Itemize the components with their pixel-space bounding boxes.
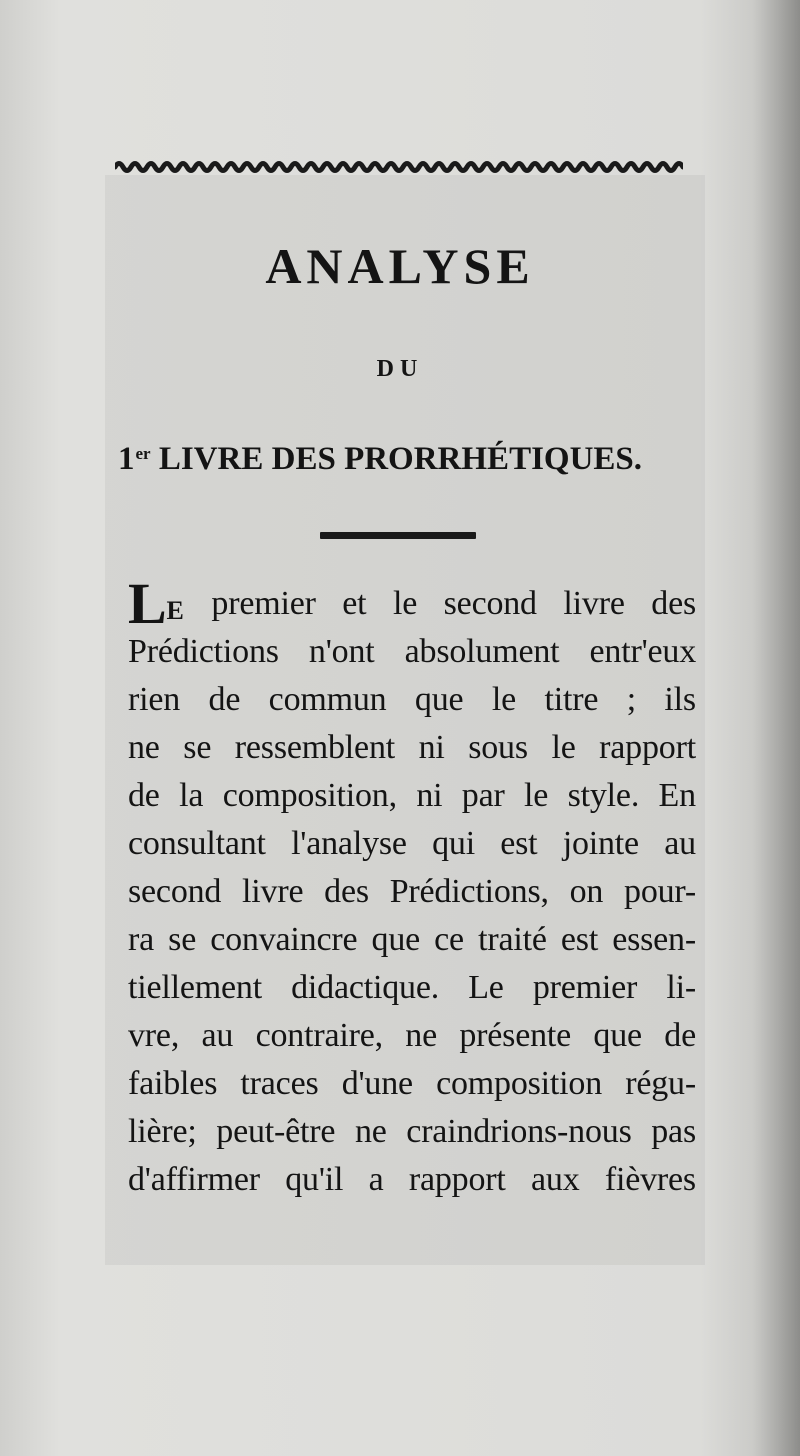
word: second	[128, 873, 222, 910]
word: et	[342, 585, 367, 622]
word: qui	[432, 825, 475, 862]
page-subtitle	[118, 432, 718, 481]
word: livre	[563, 585, 625, 622]
text-line	[128, 628, 696, 676]
word: faibles	[128, 1065, 218, 1102]
page-title: ANALYSE	[265, 238, 535, 294]
word: livre	[242, 873, 304, 910]
word: lière;	[128, 1113, 197, 1150]
text-line	[128, 916, 696, 964]
drop-cap: L	[128, 571, 167, 636]
word: craindrions-nous	[406, 1113, 632, 1150]
word: vre,	[128, 1017, 180, 1054]
drop-cap-rest: E	[166, 596, 185, 625]
word: essen-	[612, 921, 696, 958]
word: fièvres	[604, 1161, 696, 1198]
word: jointe	[562, 825, 639, 862]
binding-shadow	[752, 0, 800, 1456]
word: ni	[418, 729, 445, 766]
word: premier	[211, 585, 316, 622]
word: ne	[128, 729, 160, 766]
word: titre	[544, 681, 599, 718]
word: n'ont	[308, 633, 375, 670]
text-line	[128, 571, 696, 636]
word: traité	[478, 921, 547, 958]
word: peut-être	[216, 1113, 336, 1150]
word: commun	[268, 681, 387, 718]
word: second	[443, 585, 537, 622]
word: tiellement	[128, 969, 262, 1006]
text-line	[128, 1108, 696, 1156]
text-line	[128, 1012, 696, 1060]
word: style.	[567, 777, 640, 814]
word: composition,	[222, 777, 397, 814]
word: rapport	[408, 1161, 506, 1198]
word: Le	[468, 969, 504, 1006]
word: En	[658, 777, 696, 814]
word: traces	[240, 1065, 319, 1102]
text-line	[128, 1156, 696, 1204]
horizontal-rule-icon	[320, 532, 476, 539]
word: rien	[128, 681, 181, 718]
word: le	[524, 777, 549, 814]
word: ne	[354, 1113, 387, 1150]
word: que	[593, 1017, 642, 1054]
word: le	[551, 729, 576, 766]
word: premier	[532, 969, 638, 1006]
word: aux	[531, 1161, 580, 1198]
subtitle-text: LIVRE DES PRORRHÉTIQUES.	[158, 441, 643, 477]
word: ressemblent	[234, 729, 395, 766]
word: a	[368, 1161, 384, 1198]
word: ra	[128, 921, 155, 958]
word: de	[664, 1017, 696, 1054]
word: absolument	[404, 633, 560, 670]
text-line	[128, 772, 696, 820]
word: se	[183, 729, 212, 766]
word: ni	[416, 777, 443, 814]
title-connector: DU	[376, 356, 424, 382]
word: présente	[459, 1017, 572, 1054]
word: le	[491, 681, 517, 718]
word: d'affirmer	[128, 1161, 260, 1198]
word: d'une	[341, 1065, 413, 1102]
word: contraire,	[255, 1017, 383, 1054]
word: sous	[468, 729, 528, 766]
word: des	[651, 585, 696, 622]
word: par	[461, 777, 505, 814]
word: que	[371, 921, 421, 958]
subtitle-number: 1	[118, 441, 135, 477]
text-line	[128, 964, 696, 1012]
word: Prédictions	[128, 633, 279, 670]
word: entr'eux	[589, 633, 696, 670]
word: ne	[405, 1017, 437, 1054]
word: pour-	[624, 873, 696, 910]
word: consultant	[128, 825, 266, 862]
word: l'analyse	[291, 825, 407, 862]
word: au	[201, 1017, 234, 1054]
text-line	[128, 1060, 696, 1108]
word: composition	[436, 1065, 603, 1102]
word: Prédictions,	[389, 873, 549, 910]
word: se	[168, 921, 197, 958]
word: est	[500, 825, 538, 862]
word: au	[664, 825, 696, 862]
text-line	[128, 820, 696, 868]
drop-cap-word	[128, 571, 185, 636]
word: li-	[666, 969, 696, 1006]
word: didactique.	[291, 969, 440, 1006]
word: régu-	[625, 1065, 696, 1102]
word: la	[179, 777, 204, 814]
body-paragraph	[128, 571, 696, 1204]
word: de	[128, 777, 160, 814]
word: qu'il	[285, 1161, 344, 1198]
word: des	[324, 873, 369, 910]
word: est	[560, 921, 599, 958]
word: que	[414, 681, 464, 718]
ornamental-band-icon	[115, 158, 683, 176]
word: ;	[626, 681, 636, 718]
text-line	[128, 676, 696, 724]
word: rapport	[599, 729, 696, 766]
text-line	[128, 868, 696, 916]
word: pas	[651, 1113, 696, 1150]
word: le	[392, 585, 418, 622]
word: de	[208, 681, 241, 718]
word: ils	[664, 681, 696, 718]
word: convaincre	[210, 921, 358, 958]
word: ce	[434, 921, 464, 958]
subtitle-superscript: er	[135, 444, 151, 463]
word: on	[569, 873, 604, 910]
text-line	[128, 724, 696, 772]
